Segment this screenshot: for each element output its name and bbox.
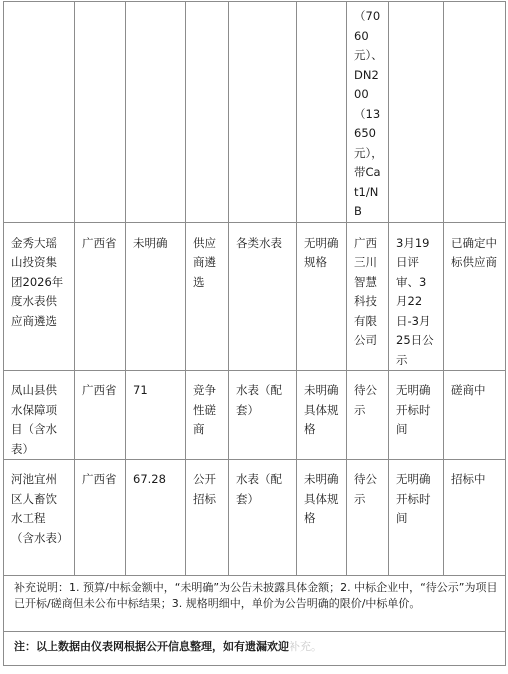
- cell-project: 凤山县供水保障项目（含水表）: [4, 371, 75, 460]
- cell-spec: 无明确规格: [297, 222, 347, 371]
- cell-province: 广西省: [75, 460, 126, 576]
- cell-time: 无明确开标时间: [389, 460, 444, 576]
- cell-amount: 未明确: [126, 222, 186, 371]
- cell-status: [444, 2, 506, 223]
- cell-product: 水表（配套）: [229, 460, 297, 576]
- supplement-row: [4, 576, 506, 632]
- disclaimer-text: 注：以上数据由仪表网根据公开信息整理，如有遗漏欢迎: [14, 640, 289, 653]
- cell-province: 广西省: [75, 371, 126, 460]
- supplement-note: 补充说明：1. 预算/中标金额中，“未明确”为公告未披露具体金额；2. 中标企业中，“待公示”为项目已开标/磋商但未公布中标结果；3. 规格明细中，单价为公告明确的限价/中标单价。: [4, 576, 506, 632]
- cell-project: 河池宜州区人畜饮水工程（含水表）: [4, 460, 75, 576]
- disclaimer-note: [4, 632, 506, 666]
- cell-spec: [297, 2, 347, 223]
- cell-time: 无明确开标时间: [389, 371, 444, 460]
- cell-spec: 未明确具体规格: [297, 460, 347, 576]
- cell-amount: 67.28: [126, 460, 186, 576]
- cell-supplier: 待公示: [347, 371, 389, 460]
- cell-spec: 未明确具体规格: [297, 371, 347, 460]
- cell-supplier: 广西三川智慧科技有限公司: [347, 222, 389, 371]
- cell-time: [389, 2, 444, 223]
- disclaimer-row: [4, 632, 506, 666]
- cell-product: 水表（配套）: [229, 371, 297, 460]
- cell-method: 竞争性磋商: [186, 371, 229, 460]
- cell-province: [75, 2, 126, 223]
- cell-supplier: （7060元）、DN200（13650元），带Cat1/NB: [347, 2, 389, 223]
- cell-method: [186, 2, 229, 223]
- cell-status: 磋商中: [444, 371, 506, 460]
- cell-method: 供应商遴选: [186, 222, 229, 371]
- cell-supplier: 待公示: [347, 460, 389, 576]
- watermark-text: 补充。: [289, 640, 322, 653]
- cell-method: 公开招标: [186, 460, 229, 576]
- cell-product: [229, 2, 297, 223]
- cell-project: [4, 2, 75, 223]
- table-row: [4, 371, 506, 460]
- cell-amount: 71: [126, 371, 186, 460]
- cell-status: 已确定中标供应商: [444, 222, 506, 371]
- table-row: [4, 2, 506, 223]
- cell-status: 招标中: [444, 460, 506, 576]
- cell-province: 广西省: [75, 222, 126, 371]
- cell-time: 3月19日评审、3月22日-3月25日公示: [389, 222, 444, 371]
- procurement-table: [3, 1, 506, 666]
- cell-project: 金秀大瑶山投资集团2026年度水表供应商遴选: [4, 222, 75, 371]
- cell-product: 各类水表: [229, 222, 297, 371]
- table-row: [4, 222, 506, 371]
- cell-amount: [126, 2, 186, 223]
- table-row: [4, 460, 506, 576]
